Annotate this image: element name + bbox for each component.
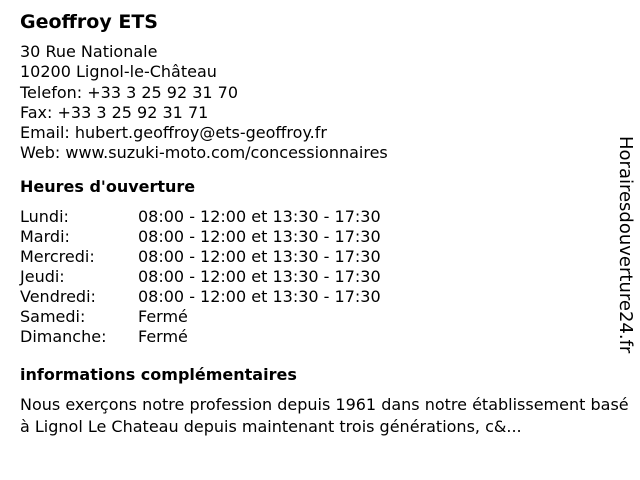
business-name: Geoffroy ETS bbox=[20, 11, 158, 33]
website-address: Web: www.suzuki-moto.com/concessionnaires bbox=[20, 143, 388, 163]
email-address: Email: hubert.geoffroy@ets-geoffroy.fr bbox=[20, 123, 327, 143]
hours-time: 08:00 - 12:00 et 13:30 - 17:30 bbox=[138, 226, 381, 246]
opening-hours-title: Heures d'ouverture bbox=[20, 176, 196, 196]
address-line-street: 30 Rue Nationale bbox=[20, 42, 158, 61]
hours-day: Jeudi: bbox=[20, 267, 65, 287]
hours-row bbox=[20, 307, 381, 327]
hours-time: Fermé bbox=[138, 327, 188, 347]
hours-time: 08:00 - 12:00 et 13:30 - 17:30 bbox=[138, 287, 381, 307]
hours-time: Fermé bbox=[138, 307, 188, 327]
hours-row bbox=[20, 267, 381, 287]
hours-row bbox=[20, 287, 381, 307]
opening-hours-table bbox=[20, 207, 381, 348]
hours-time: 08:00 - 12:00 et 13:30 - 17:30 bbox=[138, 267, 381, 287]
hours-row bbox=[20, 247, 381, 267]
additional-info-title: informations complémentaires bbox=[20, 365, 297, 385]
hours-day: Mercredi: bbox=[20, 246, 95, 266]
hours-day: Lundi: bbox=[20, 206, 69, 226]
hours-day: Samedi: bbox=[20, 307, 86, 327]
additional-info-text: Nous exerçons notre profession depuis 1961 dans notre établissement basé à Lignol Le Chateau depuis maintenant trois générations, c&... bbox=[20, 395, 629, 436]
hours-row bbox=[20, 227, 381, 247]
site-watermark: Horairesdouverture24.fr bbox=[615, 136, 636, 354]
hours-row bbox=[20, 207, 381, 227]
hours-row bbox=[20, 327, 381, 347]
hours-day: Vendredi: bbox=[20, 287, 96, 307]
hours-day: Dimanche: bbox=[20, 327, 107, 347]
phone-number: Telefon: +33 3 25 92 31 70 bbox=[20, 82, 239, 102]
hours-time: 08:00 - 12:00 et 13:30 - 17:30 bbox=[138, 206, 381, 226]
address-line-city: 10200 Lignol-le-Château bbox=[20, 62, 217, 82]
hours-time: 08:00 - 12:00 et 13:30 - 17:30 bbox=[138, 246, 381, 266]
hours-day: Mardi: bbox=[20, 226, 70, 246]
fax-number: Fax: +33 3 25 92 31 71 bbox=[20, 102, 209, 122]
